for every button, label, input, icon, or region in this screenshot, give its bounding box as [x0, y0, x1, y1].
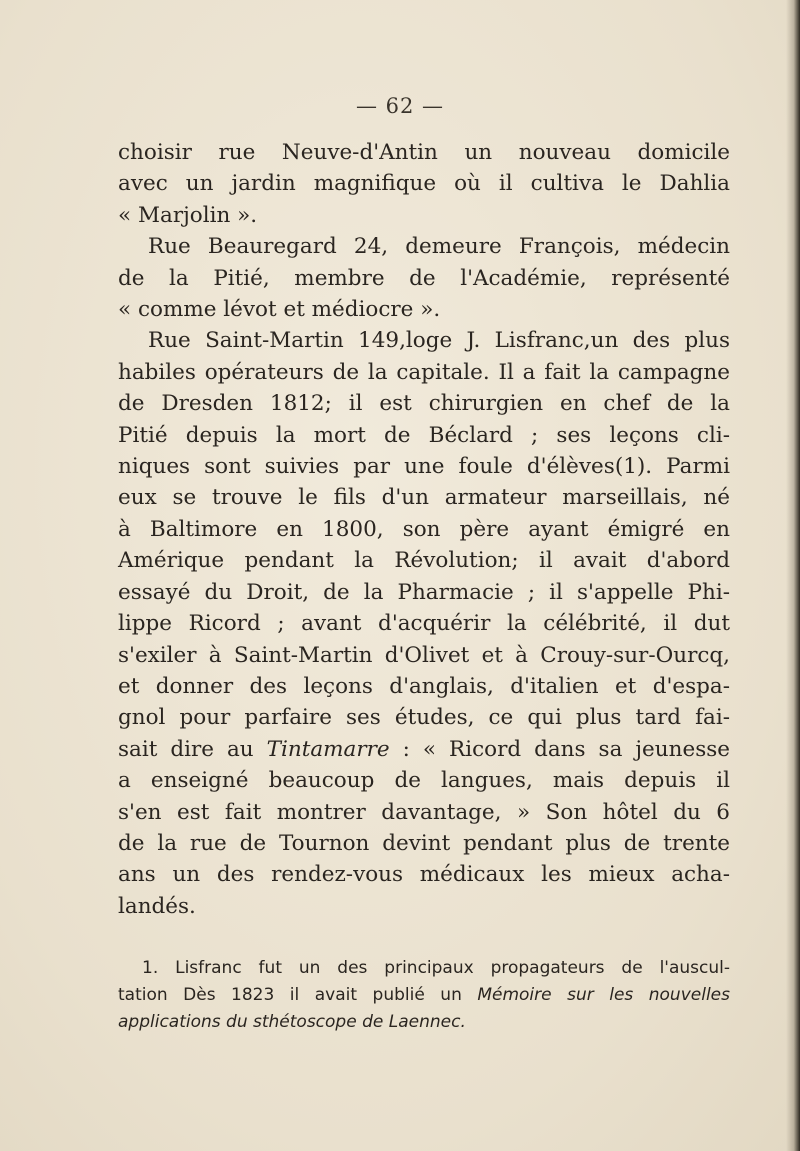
- page-number: — 62 —: [355, 94, 445, 118]
- footnote-italic: Mémoire sur les nouvelles: [477, 985, 730, 1005]
- footnote-line: applications du sthétoscope de Laennec.: [118, 1012, 466, 1032]
- text-line: ans un des rendez-vous médicaux les mieux acha-: [118, 862, 730, 888]
- footnote-line: [118, 982, 730, 1009]
- text-line: et donner des leçons d'anglais, d'italien et d'espa-: [118, 673, 730, 699]
- text-line: Amérique pendant la Révolution; il avait d'abord: [118, 548, 730, 574]
- text-line: landés.: [118, 893, 196, 919]
- text-fragment: sait dire au: [118, 736, 267, 762]
- text-line: gnol pour parfaire ses études, ce qui plus tard fai-: [118, 705, 730, 731]
- page-edge-shadow: [786, 0, 800, 1151]
- text-line: de la Pitié, membre de l'Académie, représenté: [118, 265, 730, 291]
- text-line: « Marjolin ».: [118, 202, 258, 228]
- italic-title: Tintamarre: [266, 736, 390, 762]
- text-line: s'en est fait montrer davantage, » Son hôtel du 6: [118, 799, 730, 825]
- text-line: avec un jardin magnifique où il cultiva le Dahlia: [118, 171, 730, 197]
- text-line-with-italic: [118, 734, 730, 765]
- text-line: a enseigné beaucoup de langues, mais depuis il: [118, 768, 730, 794]
- text-line: Rue Saint-Martin 149,loge J. Lisfranc,un des plus: [148, 328, 730, 354]
- footnote-line: 1. Lisfranc fut un des principaux propagateurs de l'auscul-: [142, 958, 730, 978]
- footnote: [118, 955, 730, 1036]
- text-line: eux se trouve le fils d'un armateur marseillais, né: [118, 485, 730, 511]
- text-fragment: : « Ricord dans sa jeunesse: [389, 736, 730, 762]
- text-line: choisir rue Neuve-d'Antin un nouveau domicile: [118, 140, 730, 165]
- text-line: Rue Beauregard 24, demeure François, médecin: [148, 234, 730, 260]
- text-line: à Baltimore en 1800, son père ayant émigré en: [118, 516, 730, 542]
- text-line: de Dresden 1812; il est chirurgien en chef de la: [118, 391, 730, 417]
- text-line: lippe Ricord ; avant d'acquérir la célébrité, il dut: [118, 611, 730, 637]
- footnote-fragment: tation Dès 1823 il avait publié un: [118, 985, 478, 1005]
- text-line: s'exiler à Saint-Martin d'Olivet et à Crouy-sur-Ourcq,: [118, 642, 730, 668]
- text-line: essayé du Droit, de la Pharmacie ; il s'appelle Phi-: [118, 579, 730, 605]
- text-line: habiles opérateurs de la capitale. Il a fait la campagne: [118, 359, 730, 385]
- body-text: [118, 137, 730, 922]
- text-line: de la rue de Tournon devint pendant plus de trente: [118, 830, 730, 856]
- text-line: Pitié depuis la mort de Béclard ; ses leçons cli-: [118, 422, 730, 448]
- text-line: niques sont suivies par une foule d'élèves(1). Parmi: [118, 454, 730, 480]
- text-line: « comme lévot et médiocre ».: [118, 297, 441, 323]
